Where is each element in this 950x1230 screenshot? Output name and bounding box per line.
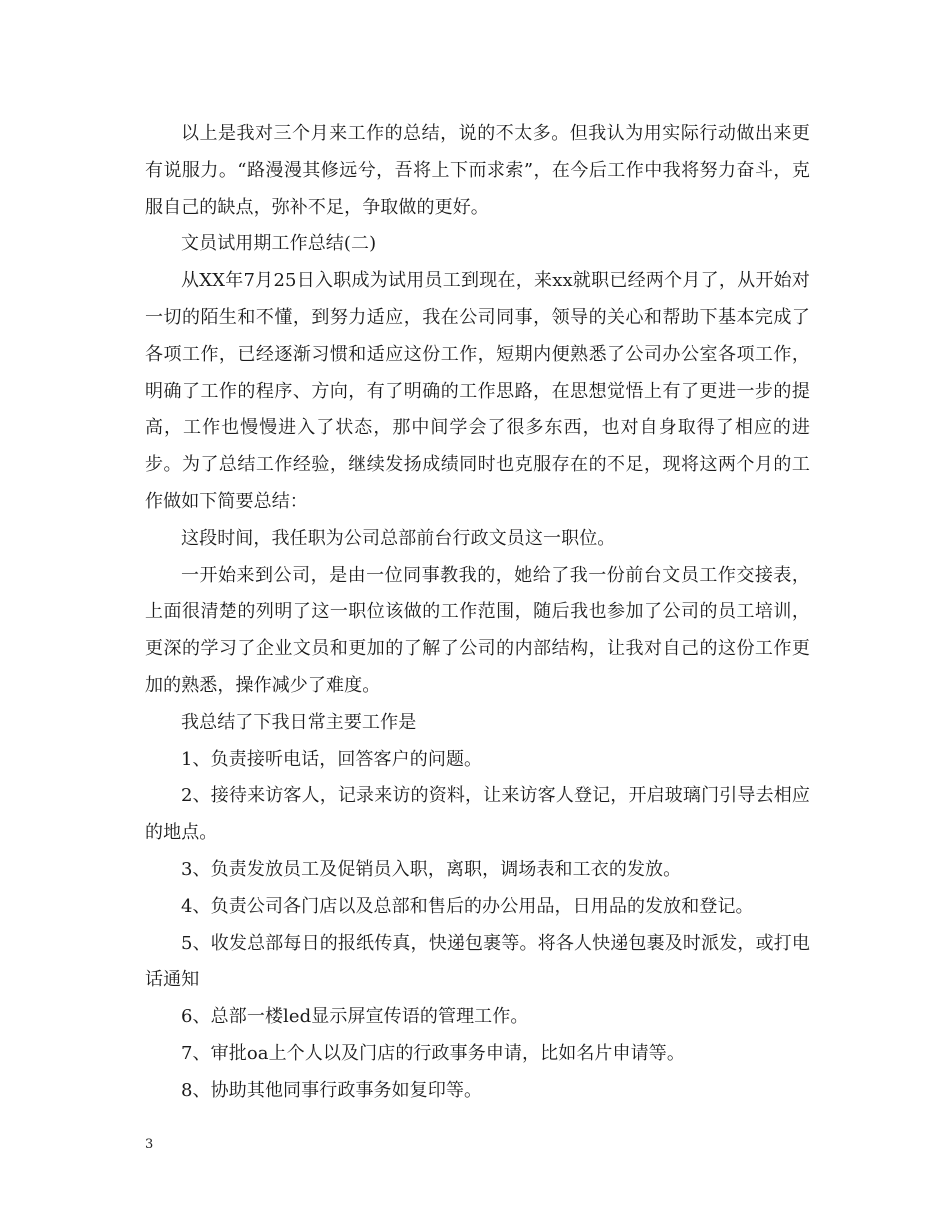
- list-item-duty-6: 6、总部一楼led显示屏宣传语的管理工作。: [181, 1006, 529, 1028]
- list-item-duty-8: 8、协助其他同事行政事务如复印等。: [181, 1079, 483, 1101]
- list-item-duty-5: 5、收发总部每日的报纸传真，快递包裹等。将各人快递包裹及时派发，或打电话通知: [145, 932, 810, 991]
- paragraph-summary-conclusion: 以上是我对三个月来工作的总结，说的不太多。但我认为用实际行动做出来更有说服力。“路漫漫其修远兮，吾将上下而求索”，在今后工作中我将努力奋斗，克服自己的缺点，弥补不足，争取做的更好。: [145, 123, 810, 218]
- list-item-duty-3: 3、负责发放员工及促销员入职，离职，调场表和工衣的发放。: [181, 858, 682, 880]
- document-body: [145, 116, 810, 1110]
- page-number: 3: [145, 1137, 154, 1152]
- paragraph-position: 这段时间，我任职为公司总部前台行政文员这一职位。: [181, 527, 616, 549]
- list-item-duty-7: 7、审批oa上个人以及门店的行政事务申请，比如名片申请等。: [181, 1042, 685, 1064]
- paragraph-onboarding: 一开始来到公司，是由一位同事教我的，她给了我一份前台文员工作交接表，上面很清楚的列明了这一职位该做的工作范围，随后我也参加了公司的员工培训，更深的学习了企业文员和更加的了解了公司的内部结构，让我对自己的这份工作更加的熟悉，操作减少了难度。: [145, 564, 810, 696]
- paragraph-intro: 从XX年7月25日入职成为试用员工到现在，来xx就职已经两个月了，从开始对一切的陌生和不懂，到努力适应，我在公司同事，领导的关心和帮助下基本完成了各项工作，已经逐渐习惯和适应这份工作，短期内便熟悉了公司办公室各项工作，明确了工作的程序、方向，有了明确的工作思路，在思想觉悟上有了更进一步的提高，工作也慢慢进入了状态，那中间学会了很多东西，也对自身取得了相应的进步。为了总结工作经验，继续发扬成绩同时也克服存在的不足，现将这两个月的工作做如下简要总结：: [145, 270, 810, 512]
- paragraph-duties-intro: 我总结了下我日常主要工作是: [181, 711, 417, 733]
- list-item-duty-1: 1、负责接听电话，回答客户的问题。: [181, 748, 483, 770]
- list-item-duty-2: 2、接待来访客人，记录来访的资料，让来访客人登记，开启玻璃门引导去相应的地点。: [145, 785, 810, 844]
- list-item-duty-4: 4、负责公司各门店以及总部和售后的办公用品，日用品的发放和登记。: [181, 895, 754, 917]
- section-heading: 文员试用期工作总结(二): [181, 233, 377, 255]
